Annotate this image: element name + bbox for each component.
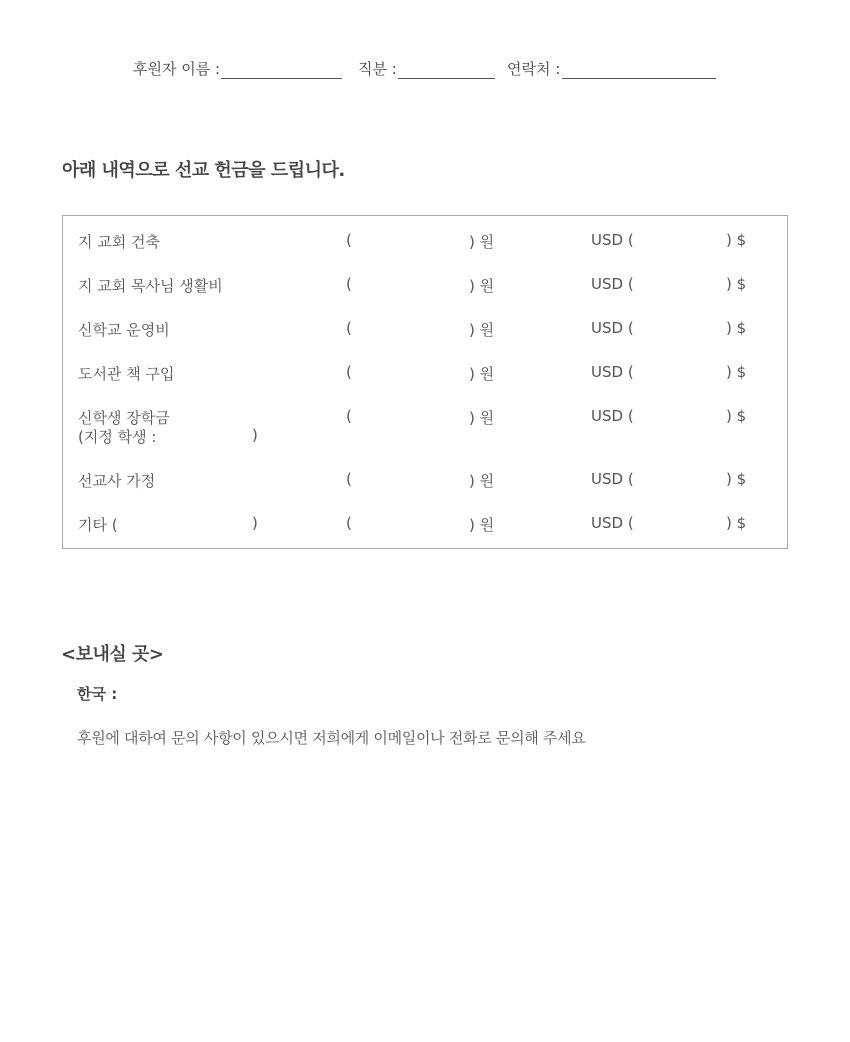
designated-student-close: ) — [252, 426, 258, 444]
gift-row-label: 신학교 운영비 — [78, 321, 170, 339]
krw-suffix: ) 원 — [469, 277, 495, 295]
contact-note: 후원에 대하여 문의 사항이 있으시면 저희에게 이메일이나 전화로 문의해 주세요 — [77, 729, 586, 747]
contact-label: 연락처 : — [507, 60, 561, 78]
usd-prefix: USD ( — [591, 363, 634, 381]
krw-open-paren: ( — [346, 363, 352, 381]
krw-open-paren: ( — [346, 231, 352, 249]
usd-suffix: ) $ — [726, 363, 747, 381]
gift-row-label: 기타 ( — [78, 516, 118, 534]
usd-suffix: ) $ — [726, 407, 747, 425]
donor-name-field[interactable] — [221, 78, 342, 79]
krw-suffix: ) 원 — [469, 409, 495, 427]
krw-open-paren: ( — [346, 407, 352, 425]
usd-suffix: ) $ — [726, 231, 747, 249]
usd-prefix: USD ( — [591, 275, 634, 293]
krw-open-paren: ( — [346, 470, 352, 488]
gift-row-label: 선교사 가정 — [78, 472, 156, 490]
krw-open-paren: ( — [346, 514, 352, 532]
usd-prefix: USD ( — [591, 319, 634, 337]
usd-suffix: ) $ — [726, 514, 747, 532]
krw-open-paren: ( — [346, 319, 352, 337]
donor-name-label: 후원자 이름 : — [133, 60, 221, 78]
usd-prefix: USD ( — [591, 407, 634, 425]
krw-suffix: ) 원 — [469, 321, 495, 339]
usd-prefix: USD ( — [591, 514, 634, 532]
usd-suffix: ) $ — [726, 470, 747, 488]
gift-table — [62, 215, 788, 549]
other-label-close: ) — [252, 514, 258, 532]
krw-suffix: ) 원 — [469, 365, 495, 383]
position-field[interactable] — [398, 78, 495, 79]
krw-suffix: ) 원 — [469, 516, 495, 534]
intro-heading: 아래 내역으로 선교 헌금을 드립니다. — [62, 160, 345, 181]
krw-suffix: ) 원 — [469, 233, 495, 251]
gift-row-label: 지 교회 건축 — [78, 233, 160, 251]
korea-label: 한국 : — [77, 685, 118, 703]
usd-prefix: USD ( — [591, 231, 634, 249]
contact-field[interactable] — [562, 78, 716, 79]
send-section-title: <보내실 곳> — [61, 644, 164, 665]
krw-open-paren: ( — [346, 275, 352, 293]
designated-student-label: (지정 학생 : — [78, 428, 157, 446]
gift-row-label: 지 교회 목사님 생활비 — [78, 277, 223, 295]
gift-row-label: 신학생 장학금 — [78, 409, 170, 427]
krw-suffix: ) 원 — [469, 472, 495, 490]
usd-suffix: ) $ — [726, 319, 747, 337]
position-label: 직분 : — [358, 60, 397, 78]
usd-suffix: ) $ — [726, 275, 747, 293]
usd-prefix: USD ( — [591, 470, 634, 488]
gift-row-label: 도서관 책 구입 — [78, 365, 175, 383]
